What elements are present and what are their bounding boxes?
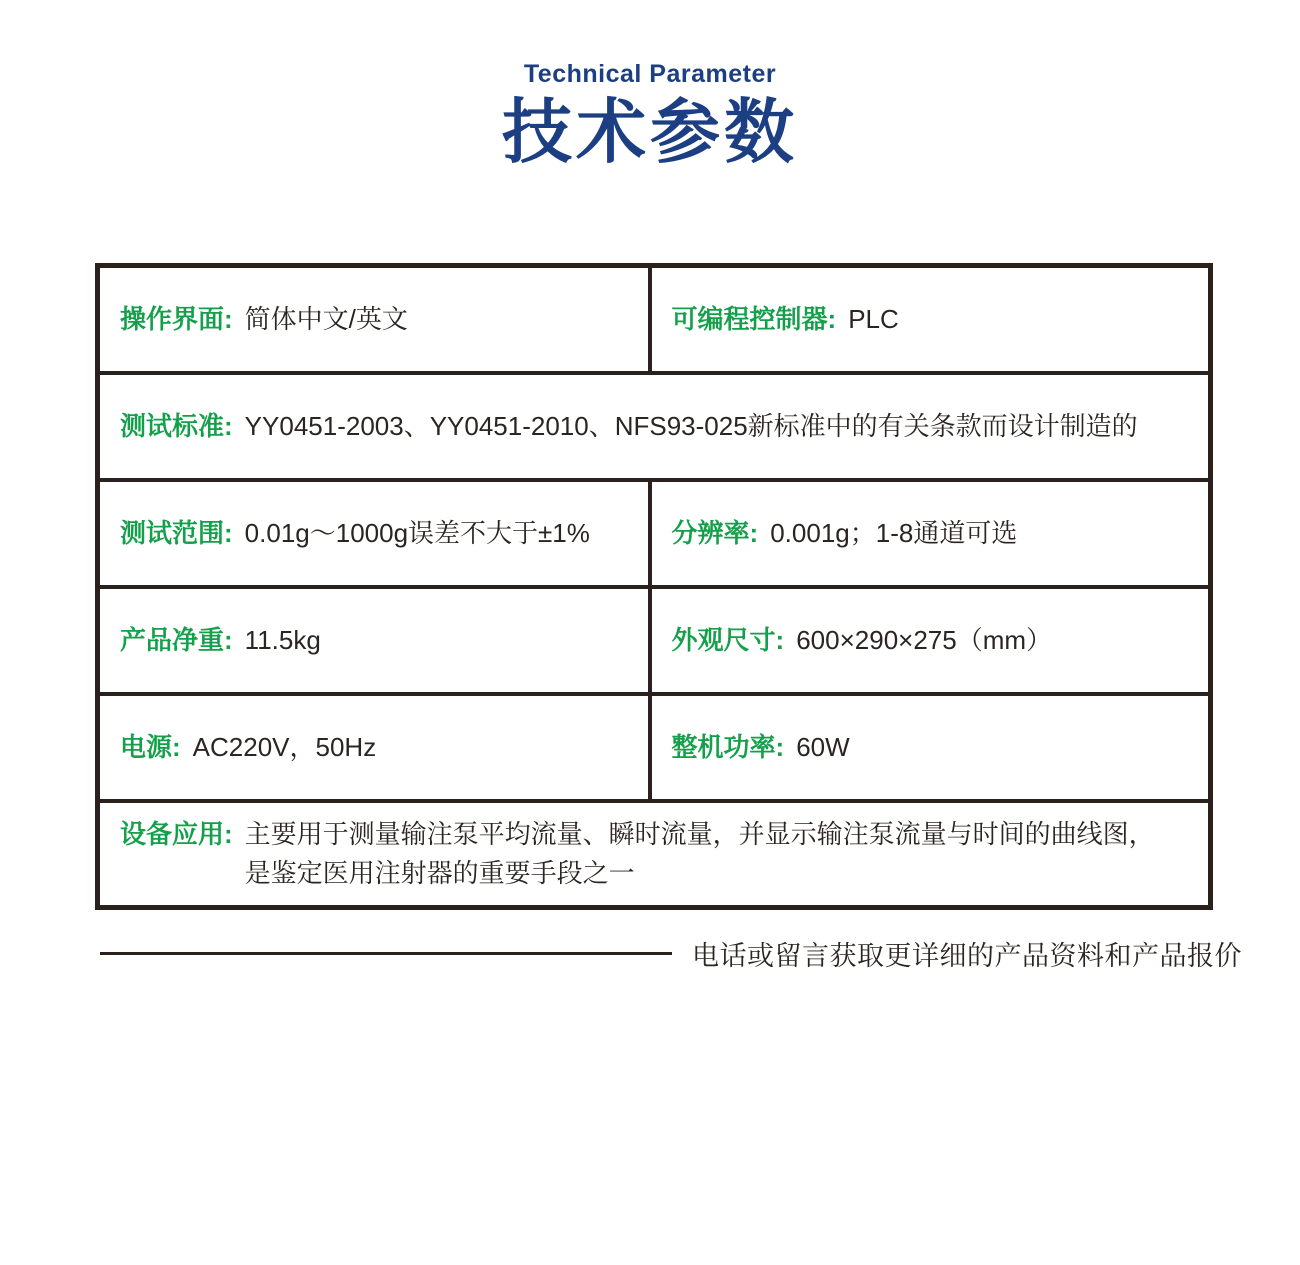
spec-label: 外观尺寸: <box>671 625 785 655</box>
application-line-1: 主要用于测量输注泵平均流量、瞬时流量，并显示输注泵流量与时间的曲线图， <box>244 819 1155 850</box>
application-line-2: 是鉴定医用注射器的重要手段之一 <box>244 858 635 889</box>
footer-note: 电话或留言获取更详细的产品资料和产品报价 <box>692 941 1242 971</box>
spec-value: 0.001g；1-8通道可选 <box>770 518 1018 548</box>
cell-power-supply <box>98 694 650 801</box>
spec-label: 可编程控制器: <box>671 304 837 335</box>
cell-total-power <box>650 694 1211 801</box>
footer <box>100 934 1242 973</box>
subtitle-en: Technical Parameter <box>523 60 777 88</box>
spec-row-3 <box>98 480 1211 587</box>
cell-test-range <box>98 480 650 587</box>
spec-value: 0.01g～1000g误差不大于±1% <box>244 518 590 548</box>
cell-net-weight <box>98 587 650 694</box>
spec-label: 整机功率: <box>671 732 785 762</box>
spec-label: 分辨率: <box>671 518 759 548</box>
spec-row-2 <box>98 373 1211 480</box>
spec-value: 600×290×275（mm） <box>796 625 1053 655</box>
cell-test-standard <box>98 373 1211 480</box>
spec-value: 简体中文/英文 <box>244 304 408 335</box>
spec-row-6 <box>98 801 1211 908</box>
spec-row-5 <box>98 694 1211 801</box>
spec-value: 11.5kg <box>244 625 321 655</box>
spec-value: YY0451-2003、YY0451-2010、NFS93-025新标准中的有关条款而设计制造的 <box>244 411 1138 441</box>
spec-value: AC220V，50Hz <box>192 732 377 762</box>
spec-label: 测试范围: <box>120 518 233 548</box>
page-title: 技术参数 <box>502 93 798 171</box>
spec-table <box>95 263 1213 910</box>
spec-label: 电源: <box>120 732 181 762</box>
spec-value: 60W <box>796 732 850 762</box>
spec-value <box>245 815 1155 893</box>
cell-plc-controller <box>650 266 1211 373</box>
divider-line <box>100 952 672 955</box>
spec-label: 设备应用: <box>120 819 233 850</box>
cell-operation-interface <box>98 266 650 373</box>
cell-resolution <box>650 480 1211 587</box>
spec-label: 产品净重: <box>120 625 233 655</box>
spec-value: PLC <box>848 304 899 335</box>
spec-row-4 <box>98 587 1211 694</box>
spec-label: 测试标准: <box>120 411 233 441</box>
spec-row-1 <box>98 266 1211 373</box>
spec-label: 操作界面: <box>120 304 233 335</box>
cell-dimensions <box>650 587 1211 694</box>
cell-application <box>98 801 1211 908</box>
